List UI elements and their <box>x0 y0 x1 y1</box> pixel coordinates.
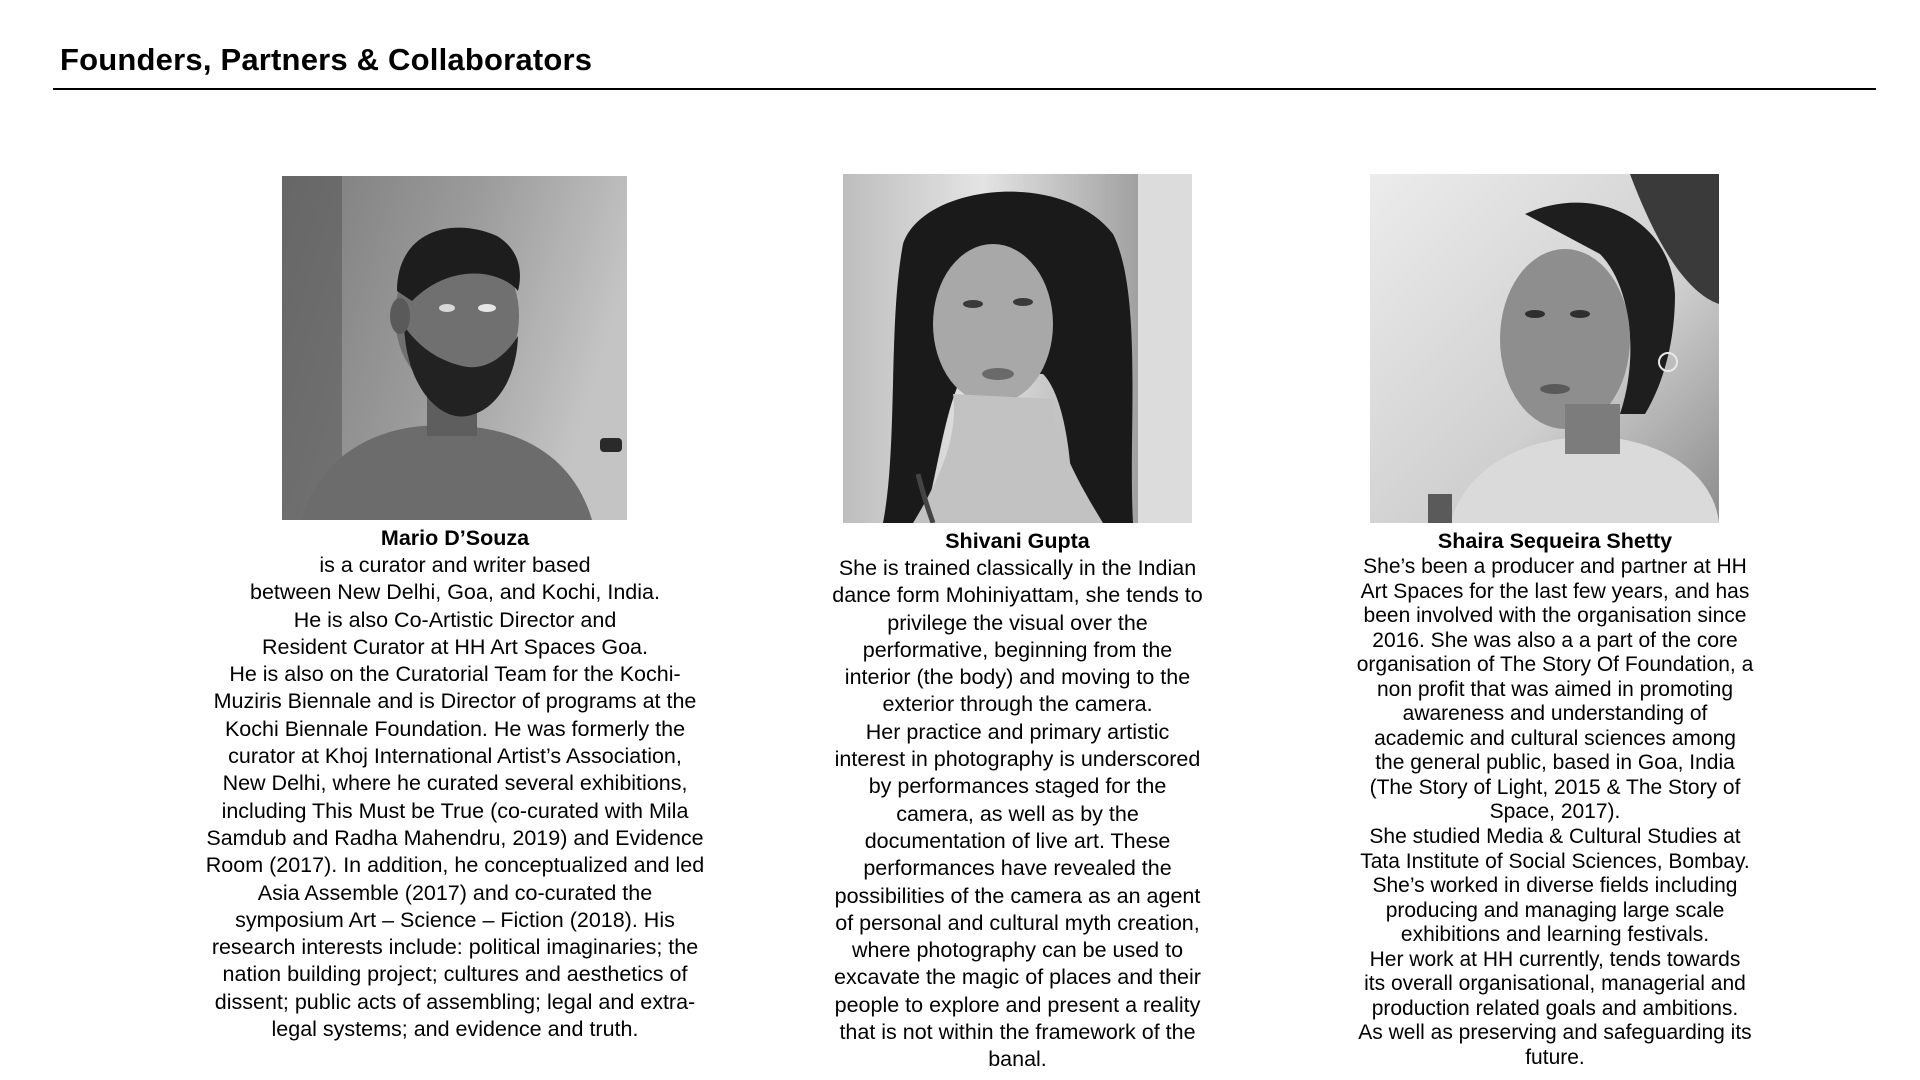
bio-line: privilege the visual over the <box>887 610 1148 635</box>
bio-line: Her practice and primary artistic <box>865 719 1170 744</box>
bio-line: Asia Assemble (2017) and co-curated the <box>257 880 653 905</box>
bio-line: organisation of The Story Of Foundation, a <box>1356 653 1754 677</box>
bio-line: between New Delhi, Goa, and Kochi, India. <box>250 580 660 605</box>
bio-line: Kochi Biennale Foundation. He was formerly the <box>224 716 686 741</box>
bio-line: Space, 2017). <box>1489 800 1621 824</box>
bio-line: of personal and cultural myth creation, <box>835 910 1200 935</box>
bio-line: interior (the body) and moving to the <box>844 665 1191 690</box>
portrait-image <box>1370 174 1719 523</box>
person-bio <box>1305 555 1805 1070</box>
bio-line: She studied Media & Cultural Studies at <box>1369 825 1741 849</box>
bio-line: camera, as well as by the <box>896 801 1139 826</box>
bio-line: He is also on the Curatorial Team for the Kochi- <box>229 662 681 687</box>
portrait-photo-shivani <box>843 174 1192 523</box>
bio-line: He is also Co-Artistic Director and <box>293 607 617 632</box>
bio-line: Her work at HH currently, tends towards <box>1369 947 1741 971</box>
title-divider <box>53 88 1876 90</box>
portrait-photo-mario <box>282 176 627 520</box>
bio-line: Room (2017). In addition, he conceptualized and led <box>205 853 705 878</box>
bio-line: symposium Art – Science – Fiction (2018). His <box>235 907 675 932</box>
bio-line: dissent; public acts of assembling; legal and extra- <box>214 989 696 1014</box>
person-name: Shaira Sequeira Shetty <box>1437 529 1673 553</box>
bio-line: production related goals and ambitions. <box>1371 996 1739 1020</box>
bio-line: research interests include: political imaginaries; the <box>211 935 699 960</box>
bio-line: exterior through the camera. <box>882 692 1153 717</box>
bio-line: banal. <box>988 1047 1047 1072</box>
bio-line: academic and cultural sciences among <box>1374 726 1736 750</box>
portrait-photo-shaira <box>1370 174 1719 523</box>
page-title: Founders, Partners & Collaborators <box>60 42 593 77</box>
bio-line: possibilities of the camera as an agent <box>834 883 1201 908</box>
bio-line: been involved with the organisation since <box>1363 604 1747 628</box>
bio-line: producing and managing large scale <box>1385 898 1725 922</box>
bio-line: nation building project; cultures and aesthetics of <box>222 962 688 987</box>
portrait-image <box>282 176 627 520</box>
person-bio <box>765 555 1270 1074</box>
bio-line: performances have revealed the <box>863 856 1172 881</box>
bio-line: future. <box>1525 1045 1585 1069</box>
bio-line: where photography can be used to <box>851 938 1184 963</box>
bio-line: awareness and understanding of <box>1402 702 1708 726</box>
bio-line: Samdub and Radha Mahendru, 2019) and Evidence <box>206 825 704 850</box>
bio-line: New Delhi, where he curated several exhibitions, <box>222 771 688 796</box>
bio-line: curator at Khoj International Artist’s Association, <box>228 744 682 769</box>
bio-line: performative, beginning from the <box>862 637 1173 662</box>
bio-line: Resident Curator at HH Art Spaces Goa. <box>262 634 648 659</box>
bio-line: by performances staged for the <box>868 774 1167 799</box>
bio-line: Muziris Biennale and is Director of programs at the <box>213 689 697 714</box>
portrait-image <box>843 174 1192 523</box>
person-card-shaira <box>1305 528 1805 1070</box>
person-name: Shivani Gupta <box>945 529 1090 553</box>
bio-line: the general public, based in Goa, India <box>1375 751 1735 775</box>
bio-line: As well as preserving and safeguarding its <box>1358 1021 1752 1045</box>
bio-line: Tata Institute of Social Sciences, Bombay. <box>1360 849 1750 873</box>
bio-line: 2016. She was also a a part of the core <box>1372 628 1738 652</box>
bio-line: excavate the magic of places and their <box>834 965 1201 990</box>
bio-line: interest in photography is underscored <box>834 747 1201 772</box>
person-bio <box>170 552 740 1043</box>
bio-line: dance form Mohiniyattam, she tends to <box>832 583 1203 608</box>
bio-line: that is not within the framework of the <box>839 1020 1196 1045</box>
bio-line: She’s worked in diverse fields including <box>1372 874 1738 898</box>
bio-line: people to explore and present a reality <box>834 992 1201 1017</box>
bio-line: non profit that was aimed in promoting <box>1376 677 1734 701</box>
bio-line: is a curator and writer based <box>319 553 591 577</box>
bio-line: exhibitions and learning festivals. <box>1400 923 1710 947</box>
bio-line: legal systems; and evidence and truth. <box>271 1017 639 1042</box>
bio-line: including This Must be True (co-curated with Mila <box>221 798 689 823</box>
person-name: Mario D’Souza <box>380 526 530 550</box>
bio-line: (The Story of Light, 2015 & The Story of <box>1369 775 1741 799</box>
bio-line: its overall organisational, managerial and <box>1364 972 1746 996</box>
bio-line: documentation of live art. These <box>864 828 1171 853</box>
bio-line: She is trained classically in the Indian <box>838 556 1197 580</box>
bio-line: She’s been a producer and partner at HH <box>1363 555 1747 578</box>
person-card-mario <box>170 525 740 1043</box>
person-card-shivani <box>765 528 1270 1074</box>
bio-line: Art Spaces for the last few years, and has <box>1360 579 1750 603</box>
